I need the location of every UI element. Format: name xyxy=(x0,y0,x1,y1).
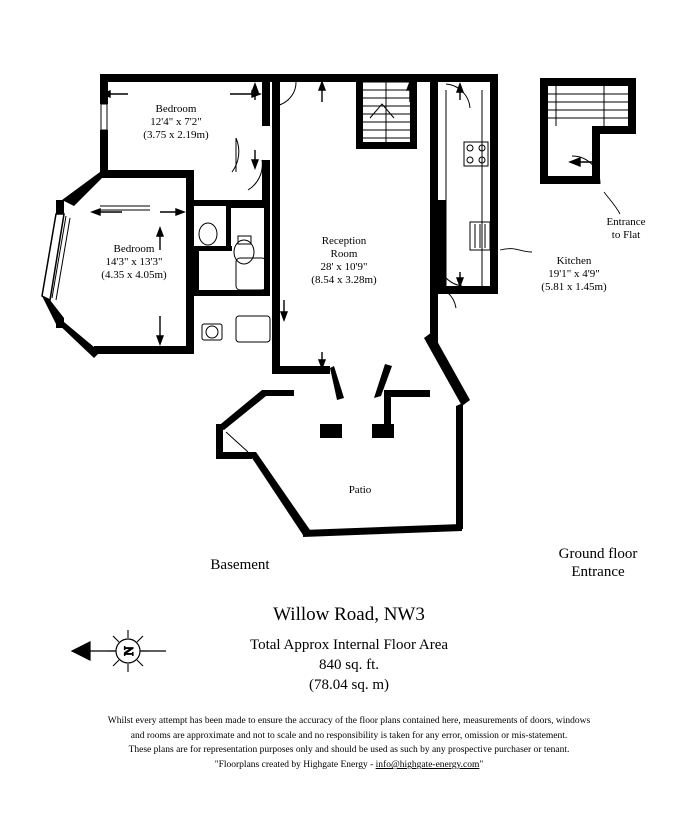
credit-suffix: " xyxy=(479,760,484,771)
disclaimer-line-3: These plans are for representation purposes only and should be used as such by any prospective purchaser or tenant. xyxy=(128,745,570,756)
disclaimer xyxy=(0,714,698,773)
floor-area-sqft: 840 sq. ft. xyxy=(319,656,379,673)
room-name-line1: Reception xyxy=(321,235,367,247)
room-dimension-metric: (4.35 x 4.05m) xyxy=(101,268,167,281)
basement-walls xyxy=(42,74,498,537)
ground-floor-text: Ground floor xyxy=(558,546,638,562)
compass-letter: N xyxy=(121,646,136,656)
room-label-reception-room xyxy=(288,235,400,287)
room-dimension-imperial: 28' x 10'9" xyxy=(320,260,368,273)
room-label-patio xyxy=(330,484,390,497)
room-name: Bedroom xyxy=(113,243,155,255)
level-label-ground-floor-entrance xyxy=(518,546,678,581)
level-label-basement xyxy=(180,557,300,575)
disclaimer-line-4 xyxy=(0,758,698,773)
room-dimension-metric: (3.75 x 2.19m) xyxy=(143,128,209,141)
floor-area-sqm: (78.04 sq. m) xyxy=(309,676,389,693)
room-label-bedroom-2 xyxy=(66,243,202,282)
room-dimension-imperial: 19'1" x 4'9" xyxy=(548,267,600,280)
entrance-label-line1: Entrance xyxy=(606,216,646,228)
room-label-bedroom-1 xyxy=(128,103,224,142)
room-label-kitchen xyxy=(518,255,630,294)
property-title: Willow Road, NW3 xyxy=(273,604,425,625)
credit-prefix: "Floorplans created by Highgate Energy - xyxy=(214,760,376,771)
entrance-text: Entrance xyxy=(571,563,625,580)
floor-area-caption: Total Approx Internal Floor Area xyxy=(249,637,449,653)
room-name: Bedroom xyxy=(155,103,197,115)
room-dimension-metric: (8.54 x 3.28m) xyxy=(311,273,377,286)
room-name-line2: Room xyxy=(330,247,358,260)
entrance-to-flat-label xyxy=(586,216,666,242)
room-dimension-metric: (5.81 x 1.45m) xyxy=(541,280,607,293)
disclaimer-line-2: and rooms are approximate and not to scale and no responsibility is taken for any error, omission or mis-statement. xyxy=(130,730,568,741)
basement-text: Basement xyxy=(210,557,270,573)
room-dimension-imperial: 12'4" x 7'2" xyxy=(150,115,202,128)
room-dimension-imperial: 14'3" x 13'3" xyxy=(105,255,163,268)
entrance-label-line2: to Flat xyxy=(611,228,641,241)
disclaimer-line-1: Whilst every attempt has been made to ensure the accuracy of the floor plans contained here, measurements of doors, windows xyxy=(107,716,591,726)
contact-email-link[interactable]: info@highgate-energy.com xyxy=(375,760,480,771)
page-title xyxy=(0,604,698,626)
floor-area-block xyxy=(0,636,698,696)
room-name: Patio xyxy=(348,484,372,496)
room-name: Kitchen xyxy=(556,255,592,267)
